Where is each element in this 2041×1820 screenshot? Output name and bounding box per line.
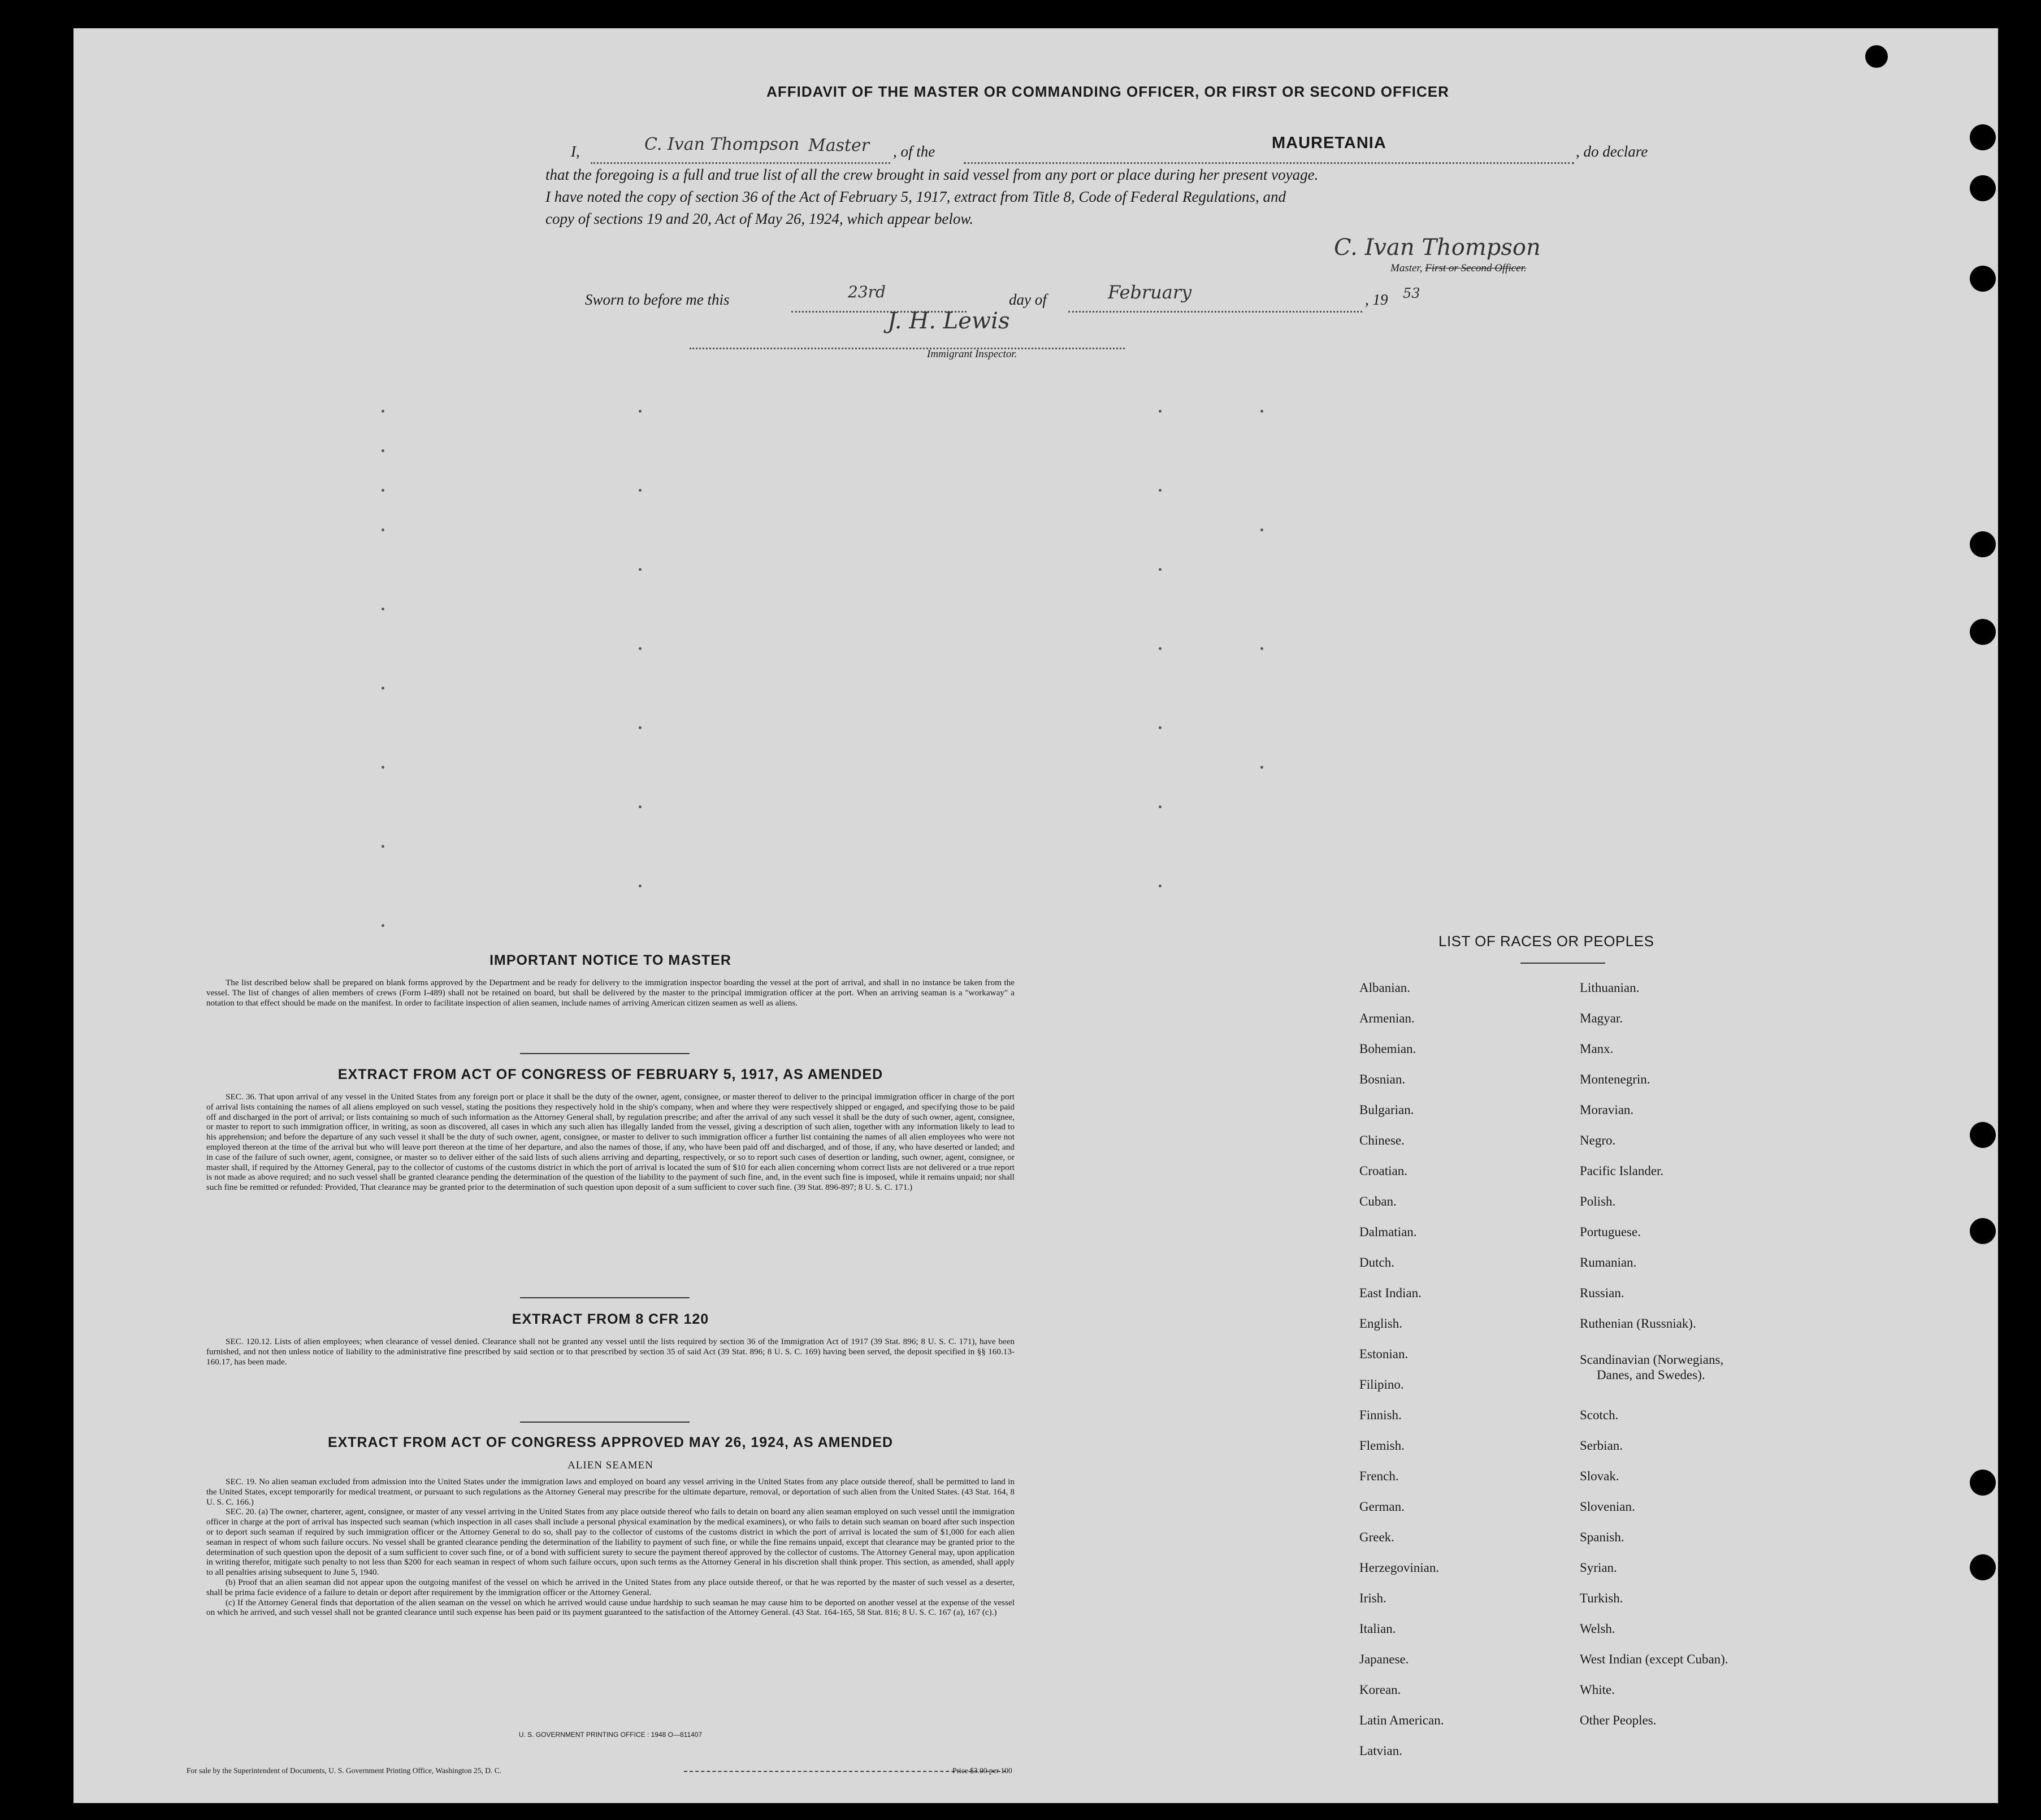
extract-1924-heading: EXTRACT FROM ACT OF CONGRESS APPROVED MAY 26, 1924, AS AMENDED (327, 1435, 894, 1450)
ghost-mark (1260, 647, 1263, 650)
master-name-handwritten: C. Ivan Thompson (644, 135, 800, 154)
year-handwritten: 53 (1403, 285, 1420, 301)
ghost-mark (1159, 805, 1162, 808)
race-item: Portuguese. (1580, 1225, 1641, 1239)
race-item: White. (1580, 1683, 1615, 1697)
master-rank-handwritten: Master (808, 136, 870, 155)
notice-text: The list described below shall be prepared on blank forms approved by the Department and be ready for delivery to the immigration inspector boarding the vessel at the port of arrival, and shall in no instance be taken from the vessel. The list of changes of alien members of crews (Form I-489) shall not be retained on board, but shall be delivered by the master to the principal immigration officer at the port. When an arriving seaman is a "workaway" a notation to that effect should be made on the manifest. In order to facilitate inspection of alien seamen, include names of arriving American citizen seamen as well as aliens. (206, 978, 1015, 1008)
footer-left: For sale by the Superintendent of Documents, U. S. Government Printing Office, Washington 25, D. C. (187, 1766, 502, 1775)
ghost-mark (1159, 489, 1162, 492)
vessel-name: MAURETANIA (1272, 134, 1386, 152)
race-item: Welsh. (1580, 1622, 1615, 1636)
extract-cfr-text: SEC. 120.12. Lists of alien employees; when clearance of vessel denied. Clearance shall not be granted any vessel until the lists required by section 36 of the Immigration Act of 1917 (39 Stat. 896; 8 U. S. C. 171), have been furnished, and not then unless notice of liability to the administrative fine prescribed by said section or to that prescribed by section 35 of said Act (39 Stat. 896; 8 U. S. C. 169) having been served, the deposit specified in §§ 160.13-160.17, has been made. (206, 1337, 1015, 1367)
race-item: Lithuanian. (1580, 981, 1640, 995)
ghost-mark (382, 924, 384, 927)
ghost-mark (1260, 528, 1263, 531)
day-of-label: day of (1009, 291, 1047, 308)
ghost-mark (382, 410, 384, 413)
ghost-mark (639, 647, 642, 650)
ghost-mark (382, 687, 384, 690)
race-item: Dutch. (1359, 1255, 1394, 1269)
race-item: Scotch. (1580, 1408, 1619, 1422)
race-item: Dalmatian. (1359, 1225, 1417, 1239)
inspector-caption: Immigrant Inspector. (927, 348, 1017, 360)
race-item: Other Peoples. (1580, 1713, 1657, 1727)
section-rule (520, 1422, 690, 1423)
sec-19-text: SEC. 19. No alien seaman excluded from admission into the United States under the immigration laws and employed on board any vessel arriving in the United States from any place outside thereof, shall be permitted to land in the United States, except temporarily for medical treatment, or pursuant to such regulations as the Attorney General may prescribe for the ultimate departure, removal, or deportation of such alien from the United States. (43 Stat. 164, 8 U. S. C. 166.) (206, 1477, 1015, 1507)
race-item: French. (1359, 1469, 1399, 1483)
ghost-mark (1159, 726, 1162, 729)
sworn-day-handwritten: 23rd (848, 283, 886, 301)
race-item: Danes, and Swedes). (1597, 1368, 1705, 1382)
race-item: Greek. (1359, 1530, 1394, 1544)
sworn-label: Sworn to before me this (585, 291, 730, 308)
race-item: Slovak. (1580, 1469, 1619, 1483)
race-item: Latvian. (1359, 1744, 1402, 1758)
race-item: Italian. (1359, 1622, 1396, 1636)
ghost-mark (1159, 568, 1162, 571)
ghost-mark (639, 489, 642, 492)
race-item: Scandinavian (Norwegians, (1580, 1353, 1724, 1367)
race-item: Finnish. (1359, 1408, 1402, 1422)
extract-cfr-heading: EXTRACT FROM 8 CFR 120 (512, 1311, 709, 1327)
race-item: Syrian. (1580, 1561, 1617, 1575)
section-rule (520, 1297, 690, 1298)
ghost-mark (382, 449, 384, 452)
section-rule (520, 1053, 690, 1054)
ghost-mark (639, 805, 642, 808)
ghost-mark (382, 528, 384, 531)
race-item: Croatian. (1359, 1164, 1407, 1178)
race-item: German. (1359, 1500, 1405, 1514)
race-item: Moravian. (1580, 1103, 1634, 1117)
race-item: Cuban. (1359, 1194, 1397, 1208)
race-item: Serbian. (1580, 1438, 1623, 1453)
inspector-signature: J. H. Lewis (887, 308, 1010, 334)
race-item: Spanish. (1580, 1530, 1624, 1544)
race-item: Latin American. (1359, 1713, 1444, 1727)
race-item: Bosnian. (1359, 1072, 1406, 1086)
ghost-mark (639, 568, 642, 571)
alien-seamen-subheading: ALIEN SEAMEN (567, 1459, 653, 1471)
race-item: Ruthenian (Russniak). (1580, 1316, 1696, 1331)
vessel-line (964, 145, 1574, 164)
affidavit-heading: AFFIDAVIT OF THE MASTER OR COMMANDING OFFICER, OR FIRST OR SECOND OFFICER (766, 83, 1449, 100)
master-caption (1390, 262, 1527, 275)
notice-heading: IMPORTANT NOTICE TO MASTER (489, 952, 731, 968)
ghost-mark (1159, 885, 1162, 887)
race-item: Herzegovinian. (1359, 1561, 1440, 1575)
race-item: Albanian. (1359, 981, 1411, 995)
year-prefix: , 19 (1365, 291, 1388, 308)
ghost-mark (639, 885, 642, 887)
races-rule (1520, 963, 1605, 964)
footer-right: Price $3.00 per 100 (952, 1766, 1012, 1775)
race-item: Bohemian. (1359, 1042, 1416, 1056)
extract-1917-text: SEC. 36. That upon arrival of any vessel in the United States from any foreign port or place it shall be the duty of the owner, agent, consignee, or master thereof to deliver to the principal immigration officer in charge of the port of arrival lists containing the names of all aliens employed on such vessel, stating the positions they respectively hold in the ship's company, when and where they were respectively shipped or engaged, and specifying those to be paid off and discharged in the port of arrival; or lists containing so much of such information as the Attorney General shall, by regulation prescribe; and after the arrival of any such vessel it shall be the duty of such owner, agent, consignee, or master to report to such immigration officer, in writing, as soon as discovered, all cases in which any such alien has illegally landed from the vessel, giving a description of such alien, together with any information likely to lead to his apprehension; and before the departure of any such vessel it shall be the duty of such owner, agent, consignee, or master to deliver to such immigration officer a further list containing the names of all alien employees who were not employed thereon at the time of the arrival but who will leave port thereon at the time of her departure, and also the names of those, if any, who have been paid off and discharged, and of those, if any, who have deserted or landed; and in case of the failure of such owner, agent, consignee, or master so to deliver either of the said lists of such aliens arriving and departing, respectively, or so to report such cases of desertion or landing, such owner, agent, consignee, or master shall, if required by the Attorney General, pay to the collector of customs of the customs district in which the port of arrival is located the sum of $10 for each alien concerning whom correct lists are not delivered or a true report is not made as above required; and no such vessel shall be granted clearance pending the determination of the question of the liability to the payment of such fine, and, in the event such fine is imposed, while it remains unpaid; nor shall such fine be remitted or refunded: Provided, That clearance may be granted prior to the determination of such question upon deposit of a sum sufficient to cover such fine. (39 Stat. 896-897; 8 U. S. C. 171.) (206, 1092, 1015, 1193)
master-signature: C. Ivan Thompson (1334, 235, 1541, 261)
of-the-label: , of the (893, 143, 935, 160)
extract-1924-text (206, 1477, 1015, 1618)
ghost-mark (1260, 766, 1263, 769)
ghost-mark (382, 766, 384, 769)
affidavit-line-4: copy of sections 19 and 20, Act of May 26, 1924, which appear below. (545, 210, 974, 227)
binder-hole (1865, 45, 1888, 68)
race-item: Negro. (1580, 1133, 1616, 1147)
ghost-mark (639, 410, 642, 413)
race-item: Slovenian. (1580, 1500, 1635, 1514)
race-item: Japanese. (1359, 1652, 1409, 1666)
race-item: Rumanian. (1580, 1255, 1637, 1269)
binder-hole (1970, 1554, 1996, 1580)
ghost-mark (382, 845, 384, 848)
extract-1917-heading: EXTRACT FROM ACT OF CONGRESS OF FEBRUARY 5, 1917, AS AMENDED (337, 1067, 883, 1082)
race-item: Estonian. (1359, 1347, 1409, 1361)
race-item: English. (1359, 1316, 1403, 1331)
race-item: Chinese. (1359, 1133, 1405, 1147)
race-item: Montenegrin. (1580, 1072, 1650, 1086)
binder-hole (1970, 531, 1996, 557)
race-item: Russian. (1580, 1286, 1624, 1300)
affidavit-i-label: I, (571, 143, 580, 160)
race-item: West Indian (except Cuban). (1580, 1652, 1728, 1666)
race-item: Korean. (1359, 1683, 1401, 1697)
sec-20c-text: (c) If the Attorney General finds that deportation of the alien seaman on the vessel on which he arrived would cause undue hardship to such seaman he may cause him to be deported on another vessel at the expense of the vessel on which he arrived, and such vessel shall not be granted clearance until such expense has been paid or its payment guaranteed to the satisfaction of the Attorney General. (43 Stat. 164-165, 58 Stat. 816; 8 U. S. C. 167 (a), 167 (c).) (206, 1597, 1015, 1618)
affidavit-line-2: that the foregoing is a full and true list of all the crew brought in said vessel from any port or place during her present voyage. (545, 166, 1319, 183)
race-item: Irish. (1359, 1591, 1386, 1605)
form-sheet (73, 28, 1998, 1803)
binder-hole (1970, 124, 1996, 150)
binder-hole (1970, 175, 1996, 201)
affidavit-line-3: I have noted the copy of section 36 of the Act of February 5, 1917, extract from Title 8, Code of Federal Regulations, and (545, 188, 1286, 205)
master-caption-struck: First or Second Officer. (1425, 262, 1527, 274)
ghost-mark (382, 608, 384, 610)
race-item: Magyar. (1580, 1011, 1623, 1025)
ghost-mark (1260, 410, 1263, 413)
binder-hole (1970, 1218, 1996, 1244)
race-item: Pacific Islander. (1580, 1164, 1664, 1178)
ghost-mark (382, 489, 384, 492)
race-item: East Indian. (1359, 1286, 1422, 1300)
master-caption-master: Master, (1390, 262, 1425, 274)
sworn-month-handwritten: February (1108, 281, 1192, 303)
race-item: Armenian. (1359, 1011, 1415, 1025)
printing-office-line: U. S. GOVERNMENT PRINTING OFFICE : 1948 O—811407 (518, 1731, 703, 1739)
binder-hole (1970, 619, 1996, 645)
race-item: Bulgarian. (1359, 1103, 1414, 1117)
race-item: Manx. (1580, 1042, 1614, 1056)
races-heading: LIST OF RACES OR PEOPLES (1438, 933, 1654, 950)
binder-hole (1970, 266, 1996, 292)
ghost-mark (1159, 410, 1162, 413)
sec-20b-text: (b) Proof that an alien seaman did not appear upon the outgoing manifest of the vessel on which he arrived in the United States from any place outside thereof, or that he was reported by the master of such vessel as a deserter, shall be prima facie evidence of a failure to detain or deport after requirement by the immigration officer or the Attorney General. (206, 1577, 1015, 1597)
race-item: Polish. (1580, 1194, 1616, 1208)
race-item: Filipino. (1359, 1377, 1404, 1392)
ghost-mark (1159, 647, 1162, 650)
sec-20-text: SEC. 20. (a) The owner, charterer, agent, consignee, or master of any vessel arriving in the United States from any place outside thereof who fails to detain on board any alien seaman employed on such vessel until the immigration officer in charge at the port of arrival has inspected such seaman (which inspection in all cases shall include a personal physical examination by the medical examiners), or who fails to detain such seaman on board after such inspection or to deport such seaman if required by such immigration officer or the Attorney General to do so, shall pay to the collector of customs of the customs district in which the port of arrival is located the sum of $1,000 for each alien seaman in respect of whom such failure occurs. No vessel shall be granted clearance pending the determination of the liability to payment of such fine, or while the fine remains unpaid, except that clearance may be granted prior to the determination of such question upon the deposit of a sum sufficient to cover such fine, or of a bond with sufficient surety to secure the payment thereof approved by the collector of customs. The Attorney General may, upon application in writing therefor, mitigate such penalty to not less than $200 for each seaman in respect of whom such failure occurs, upon such terms as the Attorney General in his discretion shall think proper. This section, as amended, shall apply to all penalties arising subsequent to June 5, 1940. (206, 1507, 1015, 1578)
do-declare-label: , do declare (1576, 143, 1648, 160)
race-item: Turkish. (1580, 1591, 1623, 1605)
race-item: Flemish. (1359, 1438, 1405, 1453)
ghost-mark (639, 726, 642, 729)
binder-hole (1970, 1470, 1996, 1496)
binder-hole (1970, 1122, 1996, 1148)
